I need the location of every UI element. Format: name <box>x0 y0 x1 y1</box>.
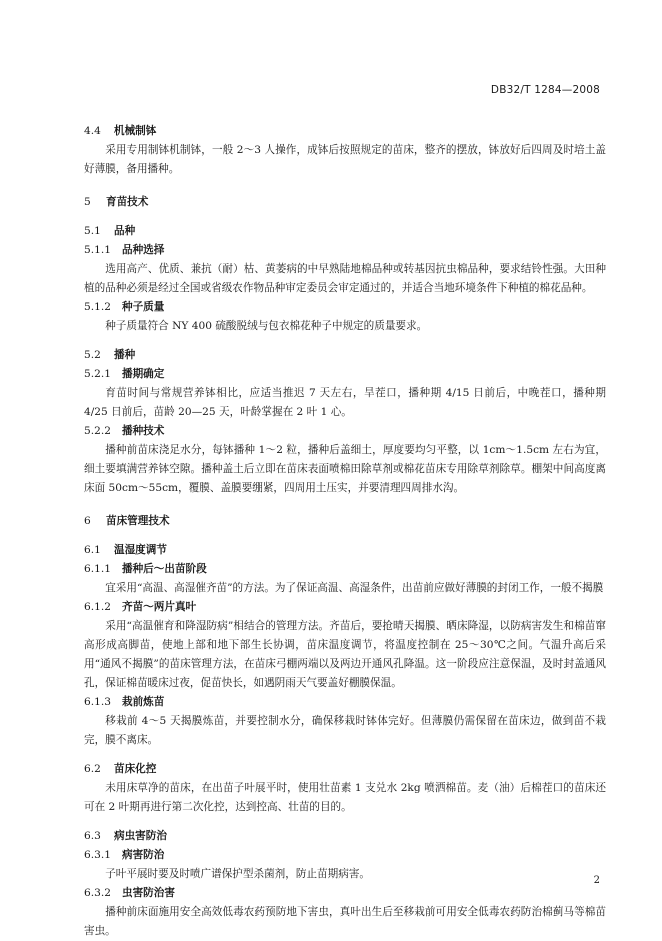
section-title: 病害防治 <box>122 849 165 861</box>
paragraph: 育苗时间与常规营养钵相比，应适当推迟 7 天左右，旱茬口，播种期 4/15 日前后，中晚茬口，播种期 4/25 日前后，苗龄 20—25 天，叶龄掌握在 2 叶 1 心。 <box>84 387 606 418</box>
section-heading <box>84 193 606 212</box>
section-heading <box>84 298 606 317</box>
section-title: 苗床化控 <box>114 763 157 775</box>
section-heading <box>84 846 606 865</box>
paragraph: 种子质量符合 NY 400 硫酸脱绒与包衣棉花种子中规定的质量要求。 <box>105 320 428 332</box>
section-title: 栽前炼苗 <box>122 696 165 708</box>
paragraph: 未用床草净的苗床，在出苗子叶展平时，使用壮苗素 1 支兑水 2kg 喷洒棉苗。麦（油）后棉茬口的苗床还可在 2 叶期再进行第二次化控，达到控高、壮苗的目的。 <box>84 782 606 813</box>
section-heading <box>84 884 606 903</box>
paragraph: 采用专用制钵机制钵，一般 2～3 人操作，成钵后按照规定的苗床，整齐的摆放，钵放好后四周及时培土盖好薄膜，备用播种。 <box>84 144 606 175</box>
section-heading <box>84 241 606 260</box>
section-number: 6.1 <box>84 544 101 556</box>
section-heading <box>84 346 606 365</box>
section-title: 苗床管理技术 <box>106 515 170 527</box>
section-number: 6.3.1 <box>84 849 111 861</box>
section-number: 5.1 <box>84 225 101 237</box>
section-heading <box>84 760 606 779</box>
section-title: 播种后～出苗阶段 <box>122 563 207 575</box>
document-body <box>84 112 606 941</box>
section-number: 6.1.1 <box>84 563 111 575</box>
paragraph: 宜采用“高温、高湿催齐苗”的方法。为了保证高温、高湿条件，出苗前应做好薄膜的封闭工作，一般不揭膜 <box>105 582 604 594</box>
paragraph: 播种前苗床浇足水分，每钵播种 1～2 粒，播种后盖细土，厚度要均匀平整，以 1cm～1.5cm 左右为宜，细土要填满营养钵空隙。播种盖土后立即在苗床表面喷棉田除草剂或棉花苗床专用除草剂除草。棚架中间高度离床面 50cm～55cm，覆膜、盖膜要绷紧，四周用土压实，并要清理四周排水沟。 <box>84 444 606 494</box>
section-title: 种子质量 <box>122 301 165 313</box>
section-number: 6.1.2 <box>84 601 111 613</box>
section-heading <box>84 560 606 579</box>
document-code: DB32/T 1284—2008 <box>490 84 600 96</box>
section-heading <box>84 122 606 141</box>
section-title: 育苗技术 <box>106 196 149 208</box>
section-title: 机械制钵 <box>114 125 157 137</box>
section-number: 4.4 <box>84 125 101 137</box>
section-number: 5.2.2 <box>84 425 111 437</box>
section-number: 6 <box>84 515 91 527</box>
section-number: 6.3 <box>84 830 101 842</box>
section-number: 5.2.1 <box>84 368 111 380</box>
section-title: 品种选择 <box>122 244 165 256</box>
section-title: 齐苗～两片真叶 <box>122 601 197 613</box>
section-heading <box>84 365 606 384</box>
section-number: 5.1.2 <box>84 301 111 313</box>
section-heading <box>84 598 606 617</box>
section-title: 虫害防治害 <box>122 887 175 899</box>
section-title: 播期确定 <box>122 368 165 380</box>
paragraph: 移栽前 4～5 天揭膜炼苗，并要控制水分，确保移栽时钵体完好。但薄膜仍需保留在苗床边，做到苗不栽完，膜不离床。 <box>84 715 606 746</box>
section-heading <box>84 693 606 712</box>
section-number: 6.2 <box>84 763 101 775</box>
section-number: 5.1.1 <box>84 244 111 256</box>
section-number: 5.2 <box>84 349 101 361</box>
section-heading <box>84 222 606 241</box>
section-number: 6.3.2 <box>84 887 111 899</box>
section-number: 5 <box>84 196 91 208</box>
section-heading <box>84 541 606 560</box>
section-title: 温湿度调节 <box>114 544 167 556</box>
section-title: 病虫害防治 <box>114 830 167 842</box>
paragraph: 播种前床面施用安全高效低毒农药预防地下害虫，真叶出生后至移栽前可用安全低毒农药防治棉蓟马等棉苗害虫。 <box>84 906 606 937</box>
section-heading <box>84 827 606 846</box>
section-number: 6.1.3 <box>84 696 111 708</box>
section-heading <box>84 512 606 531</box>
section-title: 播种技术 <box>122 425 165 437</box>
section-heading <box>84 422 606 441</box>
paragraph: 采用“高温催育和降湿防病”相结合的管理方法。齐苗后，要抢晴天揭膜、晒床降湿，以防病害发生和棉苗窜高形成高脚苗，使地上部和地下部生长协调，苗床温度调节，将温度控制在 25～30℃之间。气温升高后采用“通风不揭膜”的苗床管理方法，在苗床弓棚两端以及两边开通风孔降温。这一阶段应注意保温，及时封盖通风孔，保证棉苗暖床过夜，促苗快长，如遇阴雨天气要盖好棚膜保温。 <box>84 620 606 689</box>
page-number: 2 <box>593 875 600 886</box>
section-title: 播种 <box>114 349 136 361</box>
paragraph: 选用高产、优质、兼抗（耐）枯、黄萎病的中早熟陆地棉品种或转基因抗虫棉品种，要求结铃性强。大田种植的品种必须是经过全国或省级农作物品种审定委员会审定通过的，并适合当地环境条件下种植的棉花品种。 <box>84 263 606 294</box>
section-title: 品种 <box>114 225 136 237</box>
paragraph: 子叶平展时要及时喷广谱保护型杀菌剂，防止苗期病害。 <box>105 868 371 880</box>
